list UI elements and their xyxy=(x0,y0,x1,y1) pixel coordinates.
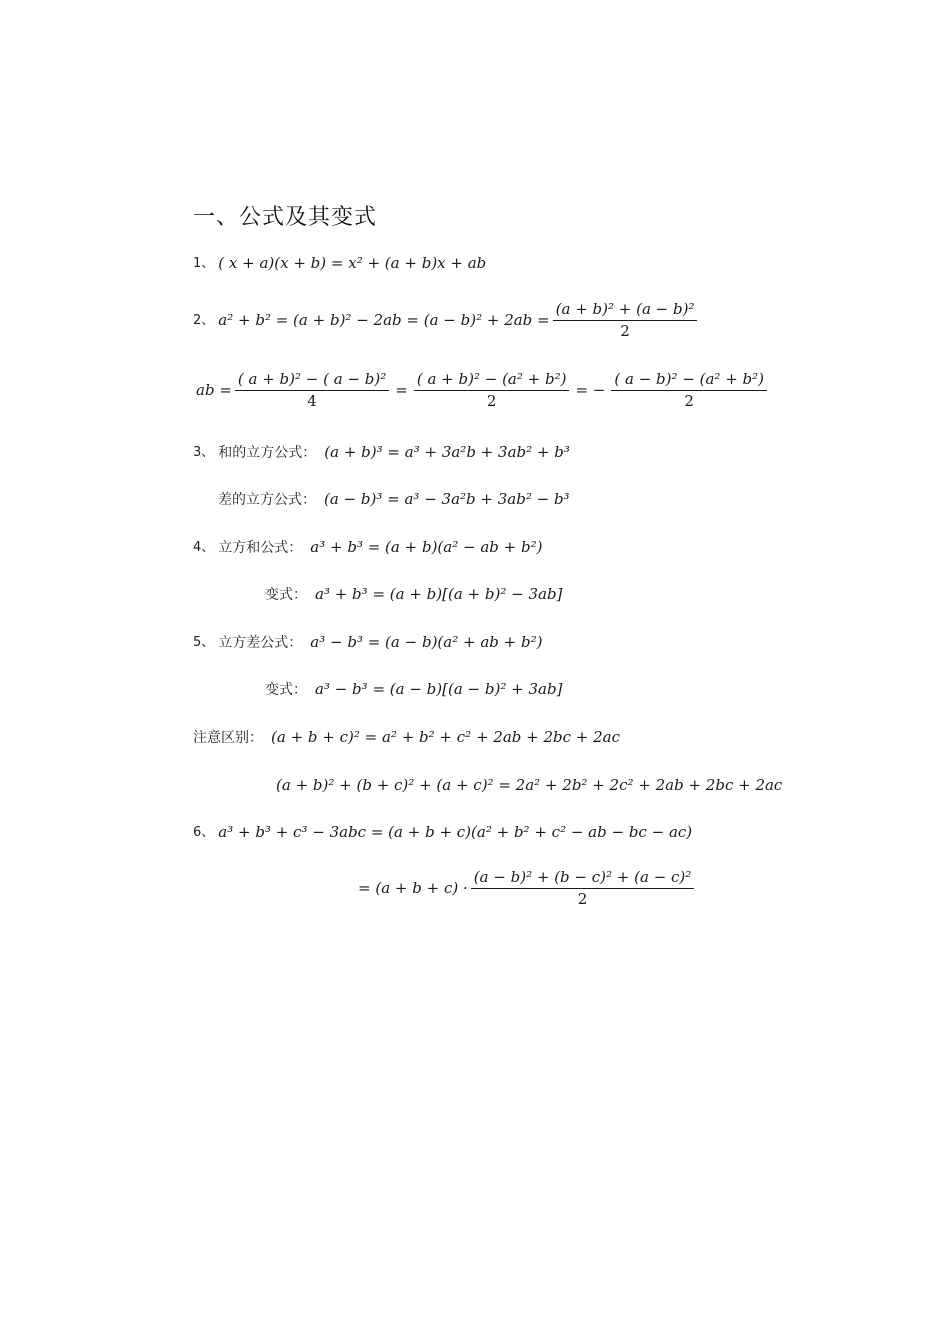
formula-label: 立方差公式： xyxy=(218,634,303,651)
equals-sign: = xyxy=(395,381,408,399)
formula-6-continued xyxy=(358,870,697,907)
formula-math: a³ − b³ = (a − b)(a² + ab + b²) xyxy=(310,633,543,651)
formula-math: (a − b)³ = a³ − 3a²b + 3ab² − b³ xyxy=(324,490,570,508)
fraction-denominator: 2 xyxy=(620,322,630,340)
formula-math: (a + b)² + (b + c)² + (a + c)² = 2a² + 2b² + 2c² + 2ab + 2bc + 2ac xyxy=(276,776,783,794)
item-number: 1、 xyxy=(193,256,215,271)
item-number: 3、 xyxy=(193,445,215,460)
fraction-numerator: (a − b)² + (b − c)² + (a − c)² xyxy=(471,870,695,889)
formula-math: a² + b² = (a + b)² − 2ab = (a − b)² + 2ab = xyxy=(218,311,550,329)
formula-math: a³ + b³ + c³ − 3abc = (a + b + c)(a² + b² + c² − ab − bc − ac) xyxy=(218,823,693,841)
fraction-numerator: ( a + b)² − ( a − b)² xyxy=(235,372,389,391)
item-number: 6、 xyxy=(193,825,215,840)
formula-2-variant xyxy=(196,372,770,409)
formula-3b xyxy=(218,492,570,507)
fraction-numerator: (a + b)² + (a − b)² xyxy=(553,302,698,321)
formula-math: (a + b)³ = a³ + 3a²b + 3ab² + b³ xyxy=(324,443,570,461)
formula-2 xyxy=(193,302,700,339)
formula-math: a³ + b³ = (a + b)(a² − ab + b²) xyxy=(310,538,543,556)
fraction-denominator: 2 xyxy=(577,890,588,908)
formula-label: 和的立方公式： xyxy=(218,444,317,461)
fraction-2 xyxy=(414,372,570,409)
formula-math: = (a + b + c) · xyxy=(358,879,468,897)
fraction-numerator: ( a + b)² − (a² + b²) xyxy=(414,372,570,391)
formula-label: 变式： xyxy=(265,586,307,603)
formula-label: 注意区别： xyxy=(193,729,263,746)
formula-math: a³ − b³ = (a − b)[(a − b)² + 3ab] xyxy=(315,680,563,698)
note-distinction-2 xyxy=(276,778,782,793)
formula-math: a³ + b³ = (a + b)[(a + b)² − 3ab] xyxy=(315,585,563,603)
formula-label: 变式： xyxy=(265,681,307,698)
note-distinction xyxy=(193,730,620,745)
formula-lhs: ab = xyxy=(196,381,232,399)
fraction-denominator: 2 xyxy=(684,392,694,410)
formula-4 xyxy=(193,540,542,555)
fraction-denominator: 2 xyxy=(486,392,497,410)
formula-label: 差的立方公式： xyxy=(218,491,316,508)
fraction xyxy=(553,302,698,339)
formula-math: ( x + a)(x + b) = x² + (a + b)x + ab xyxy=(218,254,487,272)
item-number: 2、 xyxy=(193,313,215,328)
formula-5-variant xyxy=(265,682,562,697)
fraction-1 xyxy=(235,372,389,409)
fraction-denominator: 4 xyxy=(307,392,317,410)
section-title: 一、公式及其变式 xyxy=(193,205,378,230)
formula-5 xyxy=(193,635,542,650)
formula-label: 立方和公式： xyxy=(218,539,303,556)
formula-math: (a + b + c)² = a² + b² + c² + 2ab + 2bc + 2ac xyxy=(271,728,621,746)
equals-minus-sign: = − xyxy=(575,381,606,399)
formula-3 xyxy=(193,445,570,460)
fraction xyxy=(471,870,695,907)
item-number: 4、 xyxy=(193,540,215,555)
formula-4-variant xyxy=(265,587,562,602)
item-number: 5、 xyxy=(193,635,215,650)
formula-6 xyxy=(193,825,692,840)
formula-1 xyxy=(193,256,486,271)
fraction-3 xyxy=(611,372,767,409)
fraction-numerator: ( a − b)² − (a² + b²) xyxy=(611,372,767,391)
